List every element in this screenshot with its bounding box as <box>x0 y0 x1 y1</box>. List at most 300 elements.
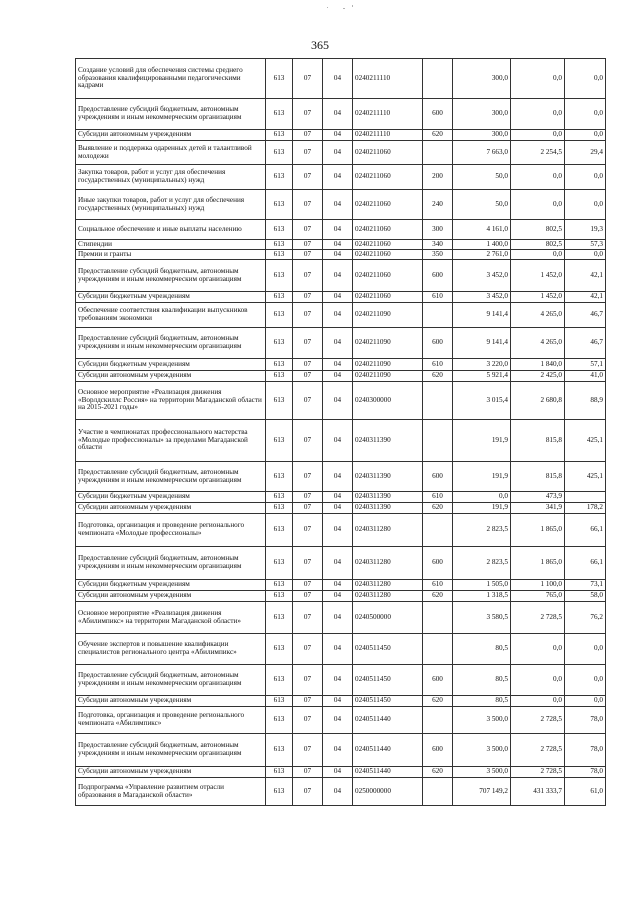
ministry-code-cell: 613 <box>266 503 293 514</box>
planned-amount-cell: 0,0 <box>453 492 511 503</box>
planned-amount-cell: 2 823,5 <box>453 514 511 547</box>
target-item-code-cell: 0240211060 <box>353 292 423 303</box>
expense-type-code-cell: 610 <box>423 580 453 591</box>
ministry-code-cell: 613 <box>266 602 293 634</box>
expense-type-code-cell: 620 <box>423 130 453 141</box>
executed-amount-cell: 0,0 <box>511 696 565 707</box>
executed-amount-cell: 802,5 <box>511 240 565 250</box>
expense-type-code-cell: 240 <box>423 190 453 220</box>
expense-name-cell: Предоставление субсидий бюджетным, автономным учреждениям и иным некоммерческим организациям <box>76 260 266 292</box>
percent-executed-cell: 41,0 <box>565 371 606 382</box>
planned-amount-cell: 3 220,0 <box>453 359 511 371</box>
target-item-code-cell: 0240211060 <box>353 250 423 260</box>
expense-type-code-cell <box>423 602 453 634</box>
target-item-code-cell: 0240311280 <box>353 547 423 580</box>
expense-name-cell: Социальное обеспечение и иные выплаты населению <box>76 220 266 240</box>
expense-type-code-cell: 600 <box>423 328 453 359</box>
subsection-code-cell: 04 <box>323 778 353 806</box>
ministry-code-cell: 613 <box>266 59 293 99</box>
planned-amount-cell: 80,5 <box>453 665 511 696</box>
table-row <box>76 778 606 806</box>
executed-amount-cell: 0,0 <box>511 99 565 130</box>
target-item-code-cell: 0240211110 <box>353 130 423 141</box>
table-row <box>76 165 606 190</box>
table-row <box>76 260 606 292</box>
planned-amount-cell: 3 500,0 <box>453 707 511 734</box>
table-row <box>76 382 606 420</box>
planned-amount-cell: 4 161,0 <box>453 220 511 240</box>
executed-amount-cell: 2 728,5 <box>511 767 565 778</box>
planned-amount-cell: 80,5 <box>453 634 511 665</box>
table-row <box>76 292 606 303</box>
ministry-code-cell: 613 <box>266 634 293 665</box>
expense-type-code-cell: 600 <box>423 260 453 292</box>
executed-amount-cell: 1 452,0 <box>511 260 565 292</box>
table-row <box>76 707 606 734</box>
section-code-cell: 07 <box>293 359 323 371</box>
target-item-code-cell: 0240211110 <box>353 59 423 99</box>
table-row <box>76 99 606 130</box>
expense-name-cell: Создание условий для обеспечения системы среднего образования квалифицированными педагогическими кадрами <box>76 59 266 99</box>
planned-amount-cell: 3 500,0 <box>453 767 511 778</box>
table-row <box>76 371 606 382</box>
section-code-cell: 07 <box>293 602 323 634</box>
planned-amount-cell: 2 823,5 <box>453 547 511 580</box>
ministry-code-cell: 613 <box>266 141 293 165</box>
target-item-code-cell: 0240300000 <box>353 382 423 420</box>
section-code-cell: 07 <box>293 767 323 778</box>
target-item-code-cell: 0240311280 <box>353 591 423 602</box>
planned-amount-cell: 191,9 <box>453 420 511 462</box>
table-row <box>76 665 606 696</box>
subsection-code-cell: 04 <box>323 514 353 547</box>
scan-speck <box>327 7 328 8</box>
section-code-cell: 07 <box>293 141 323 165</box>
percent-executed-cell: 0,0 <box>565 130 606 141</box>
executed-amount-cell: 1 100,0 <box>511 580 565 591</box>
expense-name-cell: Предоставление субсидий бюджетным, автономным учреждениям и иным некоммерческим организациям <box>76 547 266 580</box>
expense-name-cell: Субсидии автономным учреждениям <box>76 591 266 602</box>
expense-name-cell: Предоставление субсидий бюджетным, автономным учреждениям и иным некоммерческим организациям <box>76 734 266 767</box>
expense-name-cell: Субсидии бюджетным учреждениям <box>76 292 266 303</box>
expense-type-code-cell: 600 <box>423 665 453 696</box>
percent-executed-cell: 0,0 <box>565 165 606 190</box>
percent-executed-cell: 78,0 <box>565 734 606 767</box>
expense-type-code-cell <box>423 420 453 462</box>
table-row <box>76 634 606 665</box>
subsection-code-cell: 04 <box>323 371 353 382</box>
expense-type-code-cell: 300 <box>423 220 453 240</box>
executed-amount-cell: 0,0 <box>511 59 565 99</box>
table-row <box>76 462 606 492</box>
planned-amount-cell: 191,9 <box>453 462 511 492</box>
percent-executed-cell: 66,1 <box>565 547 606 580</box>
planned-amount-cell: 80,5 <box>453 696 511 707</box>
percent-executed-cell: 78,0 <box>565 767 606 778</box>
expense-name-cell: Подготовка, организация и проведение регионального чемпионата «Абилимпикс» <box>76 707 266 734</box>
expense-name-cell: Субсидии автономным учреждениям <box>76 696 266 707</box>
expense-name-cell: Предоставление субсидий бюджетным, автономным учреждениям и иным некоммерческим организациям <box>76 665 266 696</box>
planned-amount-cell: 50,0 <box>453 165 511 190</box>
subsection-code-cell: 04 <box>323 767 353 778</box>
expense-name-cell: Субсидии автономным учреждениям <box>76 371 266 382</box>
section-code-cell: 07 <box>293 707 323 734</box>
expense-type-code-cell: 620 <box>423 503 453 514</box>
subsection-code-cell: 04 <box>323 292 353 303</box>
table-row <box>76 59 606 99</box>
section-code-cell: 07 <box>293 240 323 250</box>
executed-amount-cell: 2 728,5 <box>511 734 565 767</box>
subsection-code-cell: 04 <box>323 492 353 503</box>
target-item-code-cell: 0240211060 <box>353 165 423 190</box>
section-code-cell: 07 <box>293 514 323 547</box>
expense-name-cell: Выявление и поддержка одаренных детей и талантливой молодежи <box>76 141 266 165</box>
expense-type-code-cell: 340 <box>423 240 453 250</box>
subsection-code-cell: 04 <box>323 634 353 665</box>
section-code-cell: 07 <box>293 503 323 514</box>
table-row <box>76 359 606 371</box>
table-row <box>76 734 606 767</box>
ministry-code-cell: 613 <box>266 328 293 359</box>
expense-name-cell: Субсидии бюджетным учреждениям <box>76 492 266 503</box>
section-code-cell: 07 <box>293 260 323 292</box>
table-body <box>76 59 606 806</box>
section-code-cell: 07 <box>293 462 323 492</box>
ministry-code-cell: 613 <box>266 165 293 190</box>
expense-name-cell: Закупка товаров, работ и услуг для обеспечения государственных (муниципальных) нужд <box>76 165 266 190</box>
expense-type-code-cell <box>423 382 453 420</box>
executed-amount-cell: 1 865,0 <box>511 514 565 547</box>
table-row <box>76 514 606 547</box>
planned-amount-cell: 191,9 <box>453 503 511 514</box>
expense-type-code-cell <box>423 778 453 806</box>
subsection-code-cell: 04 <box>323 420 353 462</box>
expense-type-code-cell: 620 <box>423 591 453 602</box>
ministry-code-cell: 613 <box>266 99 293 130</box>
expense-type-code-cell <box>423 707 453 734</box>
subsection-code-cell: 04 <box>323 665 353 696</box>
ministry-code-cell: 613 <box>266 292 293 303</box>
target-item-code-cell: 0240211090 <box>353 303 423 328</box>
expense-name-cell: Субсидии автономным учреждениям <box>76 503 266 514</box>
percent-executed-cell <box>565 492 606 503</box>
executed-amount-cell: 1 840,0 <box>511 359 565 371</box>
section-code-cell: 07 <box>293 250 323 260</box>
expense-type-code-cell: 200 <box>423 165 453 190</box>
expense-type-code-cell: 600 <box>423 99 453 130</box>
table-row <box>76 492 606 503</box>
percent-executed-cell: 0,0 <box>565 634 606 665</box>
percent-executed-cell: 61,0 <box>565 778 606 806</box>
subsection-code-cell: 04 <box>323 591 353 602</box>
target-item-code-cell: 0240511440 <box>353 767 423 778</box>
percent-executed-cell: 0,0 <box>565 250 606 260</box>
ministry-code-cell: 613 <box>266 462 293 492</box>
table-row <box>76 580 606 591</box>
section-code-cell: 07 <box>293 734 323 767</box>
percent-executed-cell: 88,9 <box>565 382 606 420</box>
subsection-code-cell: 04 <box>323 130 353 141</box>
executed-amount-cell: 2 728,5 <box>511 707 565 734</box>
planned-amount-cell: 5 921,4 <box>453 371 511 382</box>
subsection-code-cell: 04 <box>323 359 353 371</box>
table-row <box>76 420 606 462</box>
expense-name-cell: Подготовка, организация и проведение регионального чемпионата «Молодые профессионалы» <box>76 514 266 547</box>
percent-executed-cell: 57,3 <box>565 240 606 250</box>
target-item-code-cell: 0240511440 <box>353 734 423 767</box>
percent-executed-cell: 78,0 <box>565 707 606 734</box>
ministry-code-cell: 613 <box>266 547 293 580</box>
expense-type-code-cell <box>423 303 453 328</box>
target-item-code-cell: 0240211060 <box>353 240 423 250</box>
expense-type-code-cell <box>423 141 453 165</box>
subsection-code-cell: 04 <box>323 547 353 580</box>
subsection-code-cell: 04 <box>323 165 353 190</box>
subsection-code-cell: 04 <box>323 328 353 359</box>
executed-amount-cell: 2 728,5 <box>511 602 565 634</box>
section-code-cell: 07 <box>293 220 323 240</box>
planned-amount-cell: 1 505,0 <box>453 580 511 591</box>
section-code-cell: 07 <box>293 420 323 462</box>
section-code-cell: 07 <box>293 190 323 220</box>
subsection-code-cell: 04 <box>323 99 353 130</box>
section-code-cell: 07 <box>293 130 323 141</box>
table-row <box>76 130 606 141</box>
ministry-code-cell: 613 <box>266 382 293 420</box>
ministry-code-cell: 613 <box>266 260 293 292</box>
table-row <box>76 240 606 250</box>
ministry-code-cell: 613 <box>266 591 293 602</box>
percent-executed-cell: 425,1 <box>565 420 606 462</box>
percent-executed-cell: 19,3 <box>565 220 606 240</box>
expense-type-code-cell <box>423 514 453 547</box>
expense-type-code-cell: 600 <box>423 462 453 492</box>
percent-executed-cell: 425,1 <box>565 462 606 492</box>
ministry-code-cell: 613 <box>266 514 293 547</box>
section-code-cell: 07 <box>293 371 323 382</box>
percent-executed-cell: 46,7 <box>565 328 606 359</box>
subsection-code-cell: 04 <box>323 602 353 634</box>
section-code-cell: 07 <box>293 591 323 602</box>
expense-name-cell: Обеспечение соответствия квалификации выпускников требованиям экономики <box>76 303 266 328</box>
ministry-code-cell: 613 <box>266 696 293 707</box>
expense-name-cell: Предоставление субсидий бюджетным, автономным учреждениям и иным некоммерческим организациям <box>76 328 266 359</box>
expense-type-code-cell: 620 <box>423 767 453 778</box>
subsection-code-cell: 04 <box>323 220 353 240</box>
percent-executed-cell: 58,0 <box>565 591 606 602</box>
ministry-code-cell: 613 <box>266 665 293 696</box>
expense-type-code-cell: 620 <box>423 696 453 707</box>
expense-name-cell: Основное мероприятие «Реализация движения «Ворлдскиллс Россия» на территории Магаданской области на 2015-2021 годы» <box>76 382 266 420</box>
percent-executed-cell: 42,1 <box>565 260 606 292</box>
section-code-cell: 07 <box>293 292 323 303</box>
percent-executed-cell: 0,0 <box>565 99 606 130</box>
executed-amount-cell: 1 452,0 <box>511 292 565 303</box>
scan-speck <box>343 8 345 9</box>
subsection-code-cell: 04 <box>323 580 353 591</box>
executed-amount-cell: 2 680,8 <box>511 382 565 420</box>
section-code-cell: 07 <box>293 165 323 190</box>
expense-type-code-cell: 610 <box>423 492 453 503</box>
planned-amount-cell: 3 452,0 <box>453 292 511 303</box>
target-item-code-cell: 0240211060 <box>353 220 423 240</box>
ministry-code-cell: 613 <box>266 303 293 328</box>
expense-name-cell: Иные закупки товаров, работ и услуг для обеспечения государственных (муниципальных) нужд <box>76 190 266 220</box>
section-code-cell: 07 <box>293 665 323 696</box>
expense-name-cell: Субсидии автономным учреждениям <box>76 767 266 778</box>
target-item-code-cell: 0240211060 <box>353 141 423 165</box>
target-item-code-cell: 0240311390 <box>353 503 423 514</box>
executed-amount-cell: 0,0 <box>511 130 565 141</box>
ministry-code-cell: 613 <box>266 240 293 250</box>
executed-amount-cell: 0,0 <box>511 165 565 190</box>
expense-type-code-cell: 610 <box>423 292 453 303</box>
table-row <box>76 141 606 165</box>
target-item-code-cell: 0240211060 <box>353 190 423 220</box>
percent-executed-cell: 66,1 <box>565 514 606 547</box>
planned-amount-cell: 1 400,0 <box>453 240 511 250</box>
ministry-code-cell: 613 <box>266 767 293 778</box>
planned-amount-cell: 300,0 <box>453 59 511 99</box>
percent-executed-cell: 29,4 <box>565 141 606 165</box>
percent-executed-cell: 0,0 <box>565 190 606 220</box>
section-code-cell: 07 <box>293 328 323 359</box>
page-number: 365 <box>311 38 329 52</box>
executed-amount-cell: 0,0 <box>511 665 565 696</box>
percent-executed-cell: 178,2 <box>565 503 606 514</box>
executed-amount-cell: 1 865,0 <box>511 547 565 580</box>
percent-executed-cell: 46,7 <box>565 303 606 328</box>
target-item-code-cell: 0240311390 <box>353 420 423 462</box>
ministry-code-cell: 613 <box>266 371 293 382</box>
executed-amount-cell: 4 265,0 <box>511 303 565 328</box>
expense-name-cell: Основное мероприятие «Реализация движения «Абилимпикс» на территории Магаданской области» <box>76 602 266 634</box>
section-code-cell: 07 <box>293 59 323 99</box>
section-code-cell: 07 <box>293 303 323 328</box>
expense-type-code-cell <box>423 634 453 665</box>
expense-name-cell: Подпрограмма «Управление развитием отрасли образования в Магаданской области» <box>76 778 266 806</box>
scan-speck <box>352 5 353 7</box>
subsection-code-cell: 04 <box>323 59 353 99</box>
target-item-code-cell: 0240500000 <box>353 602 423 634</box>
subsection-code-cell: 04 <box>323 303 353 328</box>
table-row <box>76 328 606 359</box>
expense-type-code-cell: 610 <box>423 359 453 371</box>
table-row <box>76 503 606 514</box>
executed-amount-cell: 0,0 <box>511 634 565 665</box>
section-code-cell: 07 <box>293 580 323 591</box>
planned-amount-cell: 9 141,4 <box>453 303 511 328</box>
expense-name-cell: Субсидии бюджетным учреждениям <box>76 580 266 591</box>
executed-amount-cell: 473,9 <box>511 492 565 503</box>
planned-amount-cell: 300,0 <box>453 99 511 130</box>
table-row <box>76 591 606 602</box>
executed-amount-cell: 0,0 <box>511 190 565 220</box>
section-code-cell: 07 <box>293 634 323 665</box>
subsection-code-cell: 04 <box>323 190 353 220</box>
table-row <box>76 696 606 707</box>
expense-type-code-cell: 620 <box>423 371 453 382</box>
percent-executed-cell: 73,1 <box>565 580 606 591</box>
subsection-code-cell: 04 <box>323 462 353 492</box>
percent-executed-cell: 57,1 <box>565 359 606 371</box>
subsection-code-cell: 04 <box>323 503 353 514</box>
expense-type-code-cell <box>423 59 453 99</box>
target-item-code-cell: 0240211110 <box>353 99 423 130</box>
ministry-code-cell: 613 <box>266 492 293 503</box>
section-code-cell: 07 <box>293 696 323 707</box>
executed-amount-cell: 2 254,5 <box>511 141 565 165</box>
expense-type-code-cell: 350 <box>423 250 453 260</box>
percent-executed-cell: 76,2 <box>565 602 606 634</box>
expense-name-cell: Субсидии бюджетным учреждениям <box>76 359 266 371</box>
percent-executed-cell: 0,0 <box>565 59 606 99</box>
expense-name-cell: Предоставление субсидий бюджетным, автономным учреждениям и иным некоммерческим организациям <box>76 462 266 492</box>
target-item-code-cell: 0240311390 <box>353 492 423 503</box>
expense-type-code-cell: 600 <box>423 734 453 767</box>
expense-name-cell: Обучение экспертов и повышение квалификации специалистов регионального центра «Абилимпикс» <box>76 634 266 665</box>
table-row <box>76 547 606 580</box>
planned-amount-cell: 9 141,4 <box>453 328 511 359</box>
subsection-code-cell: 04 <box>323 250 353 260</box>
section-code-cell: 07 <box>293 99 323 130</box>
table-row <box>76 190 606 220</box>
planned-amount-cell: 50,0 <box>453 190 511 220</box>
table-row <box>76 250 606 260</box>
planned-amount-cell: 7 663,0 <box>453 141 511 165</box>
target-item-code-cell: 0240311280 <box>353 580 423 591</box>
executed-amount-cell: 802,5 <box>511 220 565 240</box>
executed-amount-cell: 815,8 <box>511 462 565 492</box>
subsection-code-cell: 04 <box>323 734 353 767</box>
expense-name-cell: Субсидии автономным учреждениям <box>76 130 266 141</box>
target-item-code-cell: 0240311280 <box>353 514 423 547</box>
planned-amount-cell: 1 318,5 <box>453 591 511 602</box>
executed-amount-cell: 2 425,0 <box>511 371 565 382</box>
subsection-code-cell: 04 <box>323 260 353 292</box>
percent-executed-cell: 0,0 <box>565 696 606 707</box>
ministry-code-cell: 613 <box>266 359 293 371</box>
expense-name-cell: Премии и гранты <box>76 250 266 260</box>
planned-amount-cell: 300,0 <box>453 130 511 141</box>
executed-amount-cell: 0,0 <box>511 250 565 260</box>
ministry-code-cell: 613 <box>266 220 293 240</box>
target-item-code-cell: 0240511440 <box>353 707 423 734</box>
planned-amount-cell: 3 452,0 <box>453 260 511 292</box>
planned-amount-cell: 3 500,0 <box>453 734 511 767</box>
target-item-code-cell: 0240511450 <box>353 696 423 707</box>
planned-amount-cell: 3 580,5 <box>453 602 511 634</box>
executed-amount-cell: 815,8 <box>511 420 565 462</box>
ministry-code-cell: 613 <box>266 778 293 806</box>
table-row <box>76 220 606 240</box>
subsection-code-cell: 04 <box>323 240 353 250</box>
executed-amount-cell: 341,9 <box>511 503 565 514</box>
target-item-code-cell: 0250000000 <box>353 778 423 806</box>
subsection-code-cell: 04 <box>323 382 353 420</box>
subsection-code-cell: 04 <box>323 141 353 165</box>
executed-amount-cell: 4 265,0 <box>511 328 565 359</box>
subsection-code-cell: 04 <box>323 707 353 734</box>
subsection-code-cell: 04 <box>323 696 353 707</box>
ministry-code-cell: 613 <box>266 420 293 462</box>
expense-name-cell: Участие в чемпионатах профессионального мастерства «Молодые профессионалы» за пределами Магаданской области <box>76 420 266 462</box>
section-code-cell: 07 <box>293 778 323 806</box>
section-code-cell: 07 <box>293 547 323 580</box>
ministry-code-cell: 613 <box>266 734 293 767</box>
table-row <box>76 602 606 634</box>
executed-amount-cell: 765,0 <box>511 591 565 602</box>
